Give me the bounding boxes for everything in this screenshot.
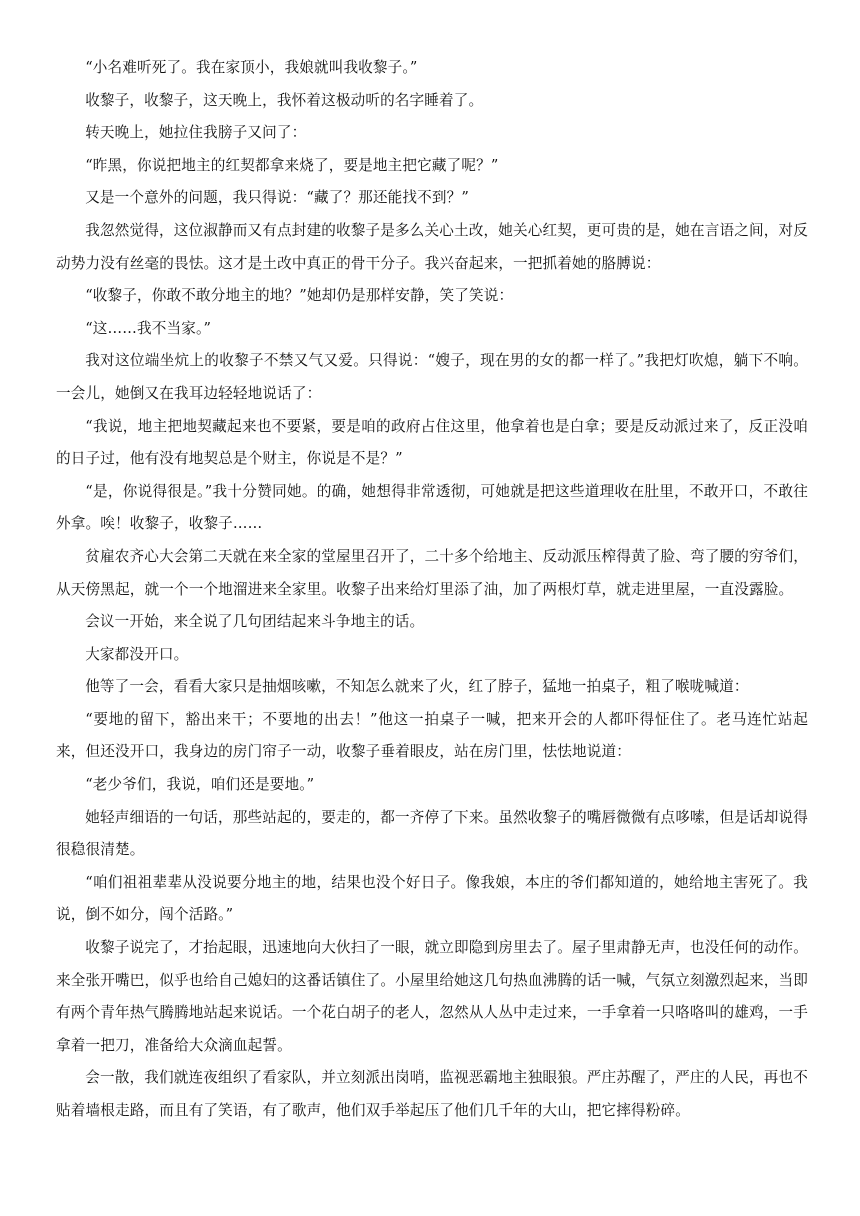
paragraph: “昨黑，你说把地主的红契都拿来烧了，要是地主把它藏了呢？” (85, 156, 499, 174)
paragraph: 会一散，我们就连夜组织了看家队，并立刻派出岗哨，监视恶霸地主独眼狼。严庄苏醒了，严庄的人民，再也不贴着墙根走路，而且有了笑语，有了歌声，他们双手举起压了他们几千年的大山，把它摔得粉碎。 (56, 1069, 808, 1119)
paragraph: 又是一个意外的问题，我只得说：“藏了？那还能找不到？” (85, 189, 470, 207)
paragraph: 我对这位端坐炕上的收黎子不禁又气又爱。只得说：“嫂子，现在男的女的都一样了。”我把灯吹熄，躺下不响。一会儿，她倒又在我耳边轻轻地说话了： (56, 352, 808, 402)
paragraph: 会议一开始，来全说了几句团结起来斗争地主的话。 (85, 613, 425, 631)
paragraph: 贫雇农齐心大会第二天就在来全家的堂屋里召开了，二十多个给地主、反动派压榨得黄了脸、弯了腰的穷爷们，从天傍黑起，就一个一个地溜进来全家里。收黎子出来给灯里添了油，加了两根灯草，就走进里屋，一直没露脸。 (56, 547, 808, 598)
paragraph: “这……我不当家。” (85, 319, 212, 337)
paragraph: “是，你说得很是。”我十分赞同她。的确，她想得非常透彻，可她就是把这些道理收在肚里，不敢开口，不敢往外拿。唉！收黎子，收黎子…… (56, 482, 808, 533)
paragraph: “要地的留下，豁出来干；不要地的出去！”他这一拍桌子一喊，把来开会的人都吓得怔住了。老马连忙站起来，但还没开口，我身边的房门帘子一动，收黎子垂着眼皮，站在房门里，怯怯地说道： (56, 710, 808, 761)
paragraph: 转天晚上，她拉住我膀子又问了： (85, 124, 307, 142)
paragraph: 她轻声细语的一句话，那些站起的，要走的，都一齐停了下来。虽然收黎子的嘴唇微微有点哆嗦，但是话却说得很稳很清楚。 (56, 808, 808, 859)
paragraph: “收黎子，你敢不敢分地主的地？”她却仍是那样安静，笑了笑说： (85, 287, 514, 305)
paragraph: 大家都没开口。 (85, 645, 189, 663)
paragraph: “我说，地主把地契藏起来也不要紧，要是咱的政府占住这里，他拿着也是白拿；要是反动派过来了，反正没咱的日子过，他有没有地契总是个财主，你说是不是？” (56, 417, 808, 468)
paragraph: 他等了一会，看看大家只是抽烟咳嗽，不知怎么就来了火，红了脖子，猛地一拍桌子，粗了喉咙喊道： (85, 678, 749, 696)
paragraph: 我忽然觉得，这位淑静而又有点封建的收黎子是多么关心土改，她关心红契，更可贵的是，她在言语之间，对反动势力没有丝毫的畏怯。这才是土改中真正的骨干分子。我兴奋起来，一把抓着她的胳膊说： (56, 221, 808, 272)
paragraph: 收黎子说完了，才抬起眼，迅速地向大伙扫了一眼，就立即隐到房里去了。屋子里肃静无声，也没任何的动作。来全张开嘴巴，似乎也给自己媳妇的这番话镇住了。小屋里给她这几句热血沸腾的话一喊，气氛立刻激烈起来，当即有两个青年热气腾腾地站起来说话。一个花白胡子的老人，忽然从人丛中走过来，一手拿着一只咯咯叫的雄鸡，一手拿着一把刀，准备给大众滴血起誓。 (56, 939, 808, 1054)
paragraph: “咱们祖祖辈辈从没说要分地主的地，结果也没个好日子。像我娘，本庄的爷们都知道的，她给地主害死了。我说，倒不如分，闯个活路。” (56, 873, 808, 924)
paragraph: 收黎子，收黎子，这天晚上，我怀着这极动听的名字睡着了。 (85, 91, 484, 109)
paragraph: “小名难听死了。我在家顶小，我娘就叫我收黎子。” (85, 59, 418, 76)
paragraph: “老少爷们，我说，咱们还是要地。” (85, 776, 315, 794)
